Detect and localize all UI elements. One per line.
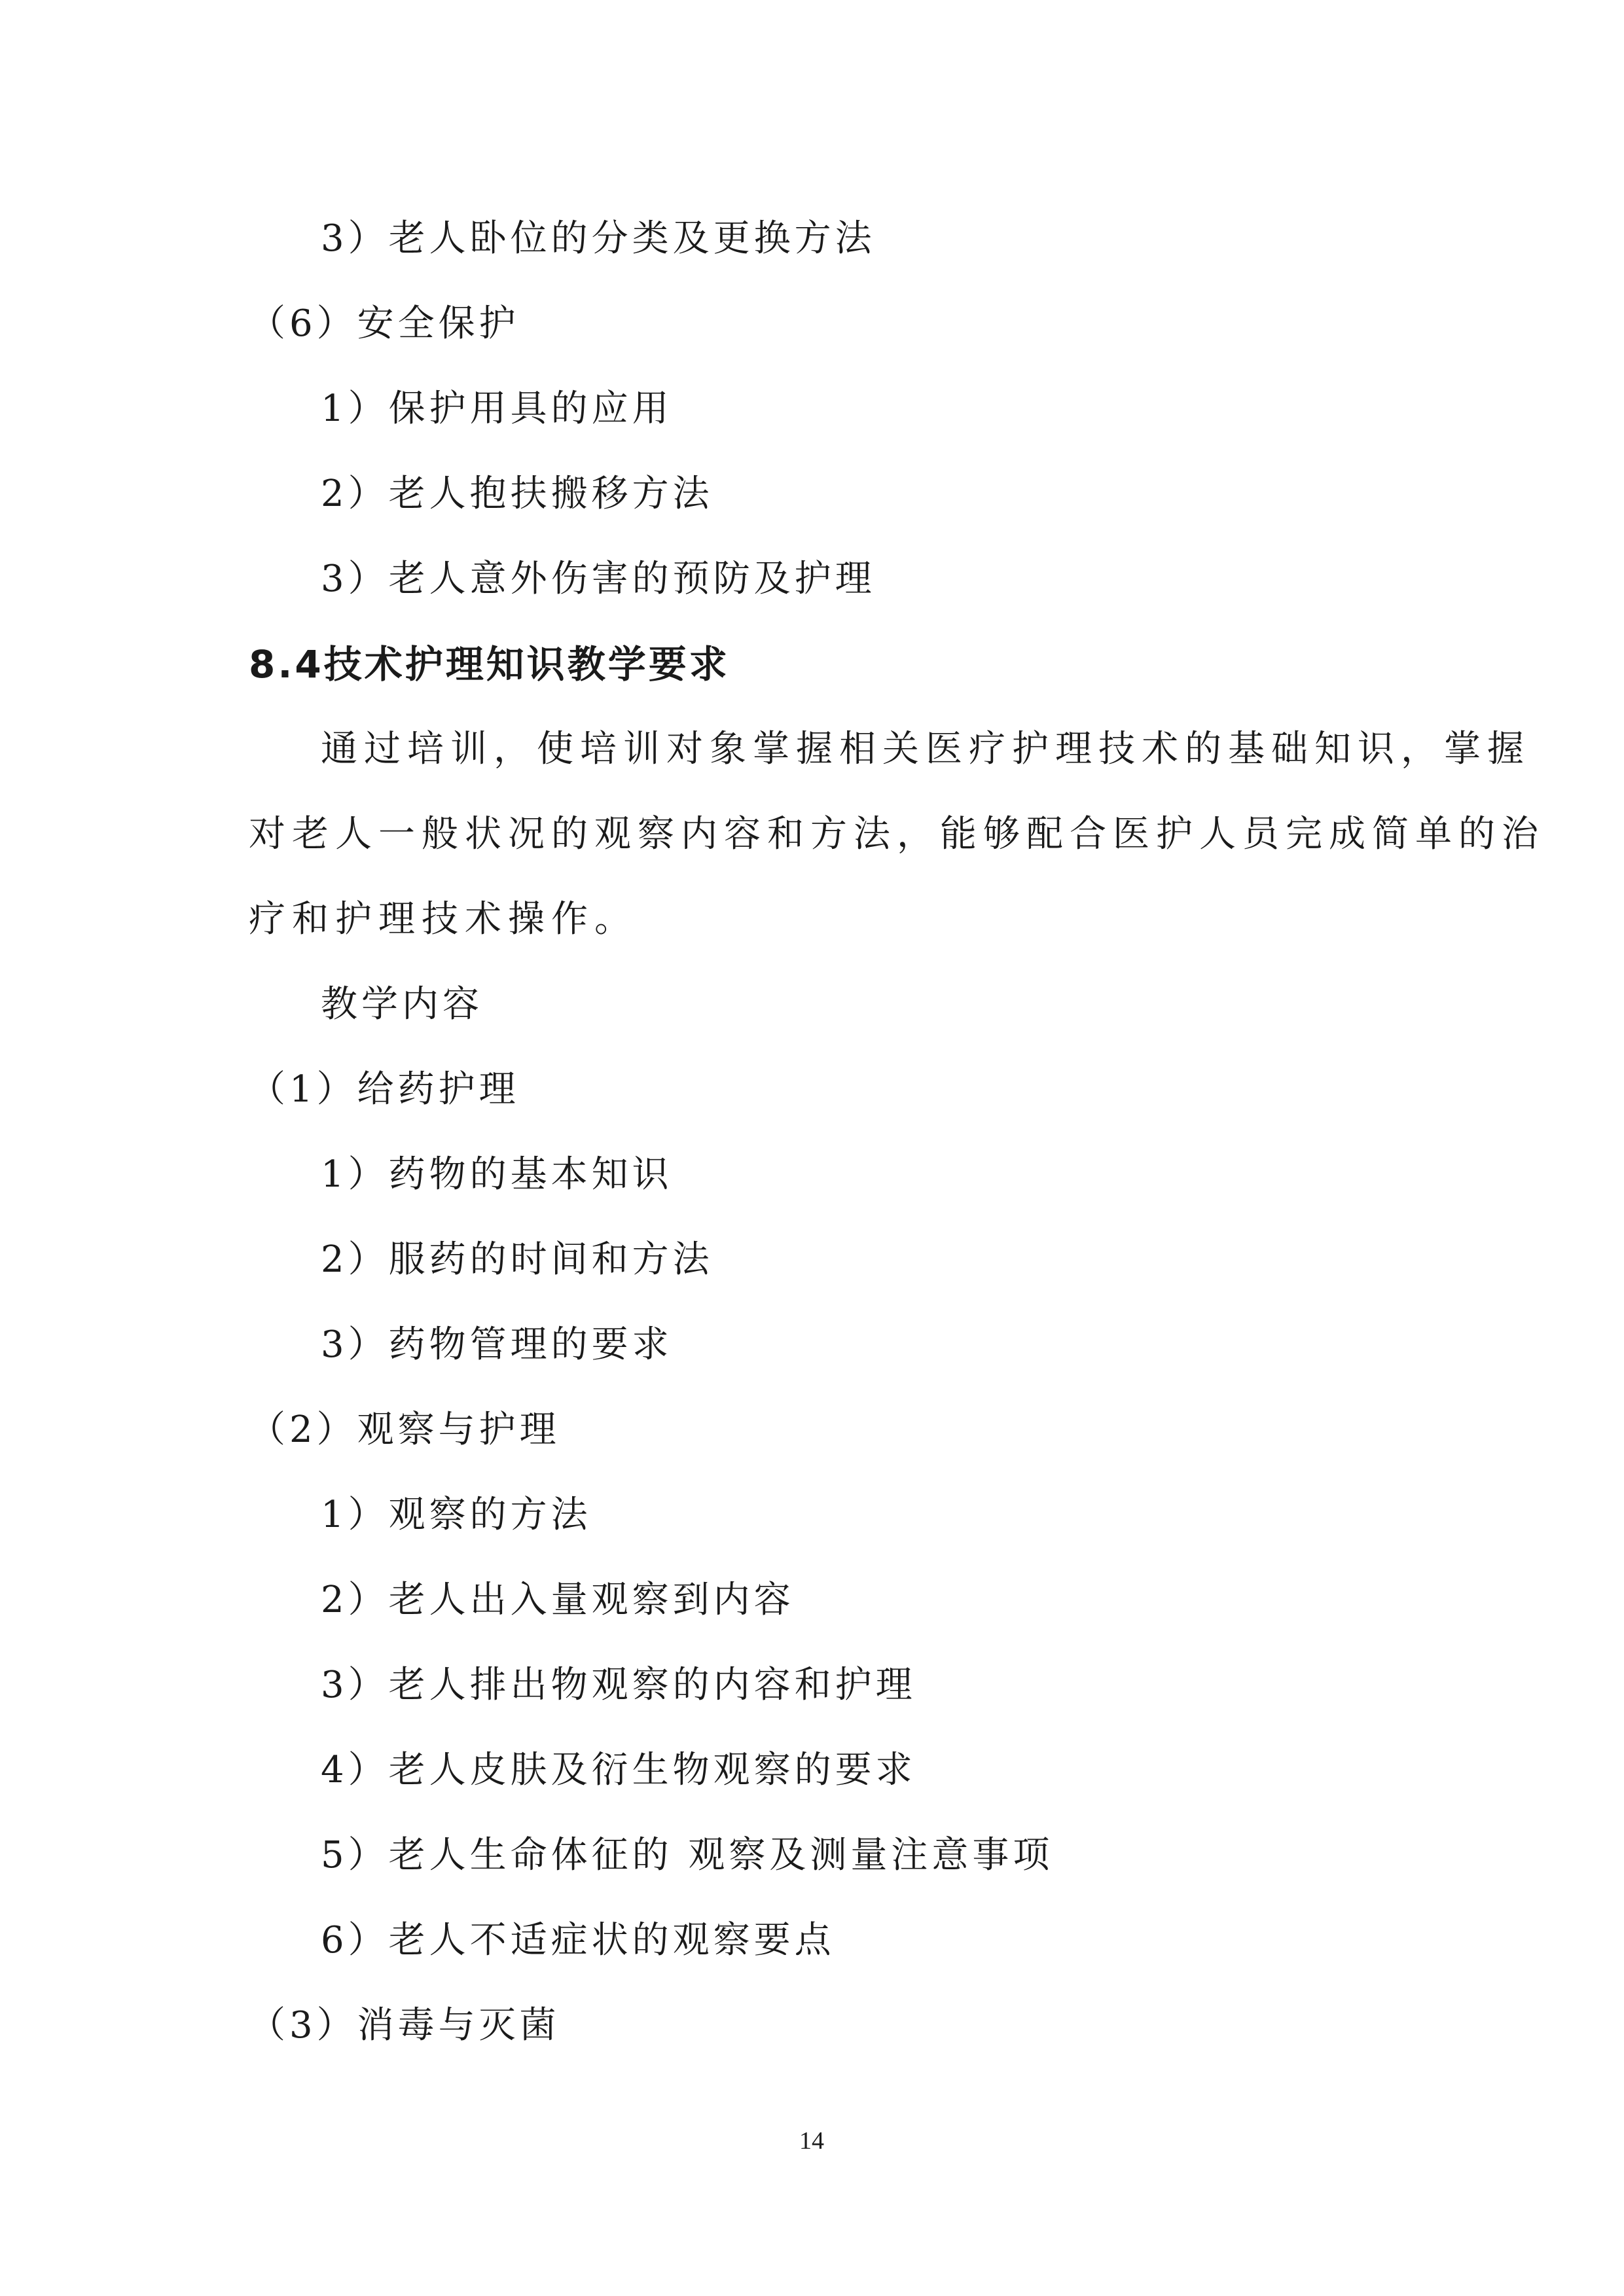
list-item: 3）老人卧位的分类及更换方法 (321, 217, 876, 260)
list-item: 4）老人皮肤及衍生物观察的要求 (321, 1749, 916, 1791)
section-item: （6）安全保护 (249, 302, 520, 345)
list-item: 1）保护用具的应用 (321, 387, 673, 430)
paragraph-line: 对老人一般状况的观察内容和方法，能够配合医护人员完成简单的治 (249, 813, 1545, 855)
list-item: 3）药物管理的要求 (321, 1323, 673, 1366)
paragraph-line: 疗和护理技术操作。 (249, 898, 638, 941)
section-item: （3）消毒与灭菌 (249, 2004, 560, 2047)
list-item: 2）老人抱扶搬移方法 (321, 473, 713, 515)
section-item: （2）观察与护理 (249, 1408, 560, 1451)
list-item: 6）老人不适症状的观察要点 (321, 1919, 835, 1962)
list-item: 3）老人意外伤害的预防及护理 (321, 558, 876, 600)
list-item: 5）老人生命体征的 观察及测量注意事项 (321, 1834, 1054, 1876)
page-number: 14 (799, 2127, 824, 2155)
list-item: 2）老人出入量观察到内容 (321, 1579, 795, 1621)
list-item: 3）老人排出物观察的内容和护理 (321, 1664, 916, 1706)
list-item: 2）服药的时间和方法 (321, 1238, 713, 1281)
paragraph-line: 通过培训，使培训对象掌握相关医疗护理技术的基础知识，掌握 (321, 728, 1530, 770)
section-heading: 8.4技术护理知识教学要求 (249, 642, 730, 687)
list-item: 1）药物的基本知识 (321, 1153, 673, 1196)
list-item: 1）观察的方法 (321, 1494, 592, 1536)
section-item: （1）给药护理 (249, 1068, 520, 1111)
subheading: 教学内容 (321, 983, 483, 1026)
